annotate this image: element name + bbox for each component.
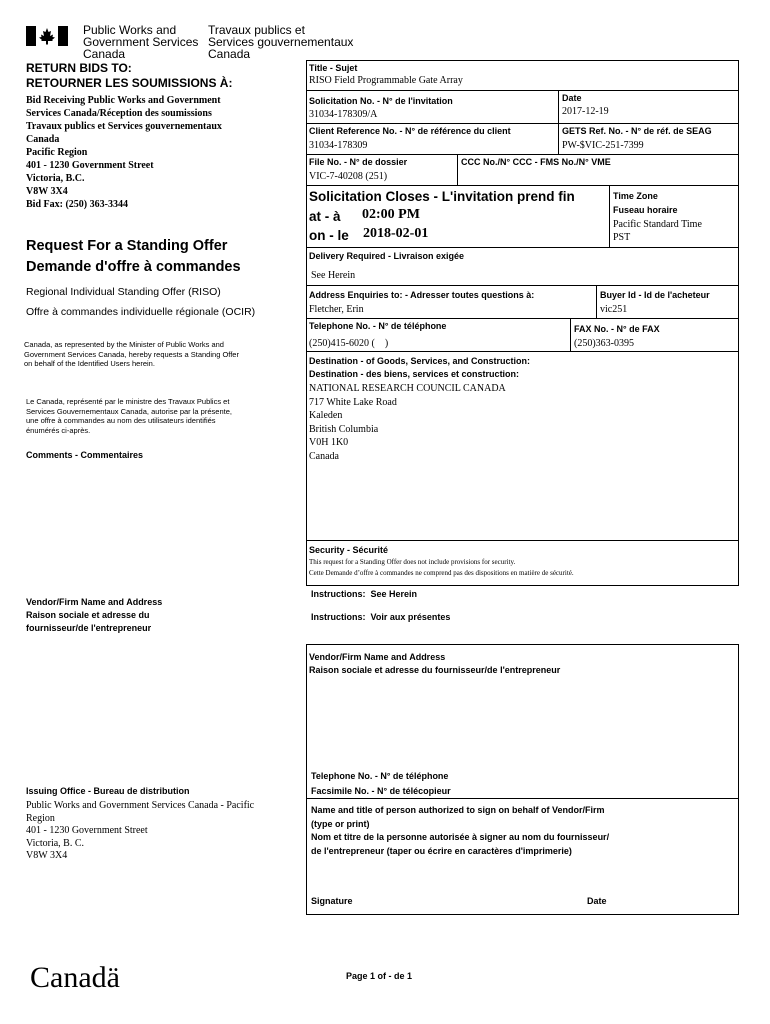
destination-line: Canada [309,450,339,462]
authorized-line: (type or print) [311,818,370,829]
vendor-firm-label-left [26,596,162,635]
time-zone-line: Pacific Standard Time [613,219,702,230]
address-line: Bid Receiving Public Works and Government [26,95,221,106]
authorized-name-field[interactable] [309,862,735,892]
date-label: Date [562,93,582,103]
solicitation-number-value: 31034-178309/A [309,109,378,120]
destination-line: Kaleden [309,410,343,421]
destination-label-fr: Destination - des biens, services et construction: [309,368,520,379]
department-fr-line: Travaux publics et [208,23,305,37]
department-fr-line: Services gouvernementaux [208,35,354,49]
destination-address [309,382,506,463]
time-zone-label [613,189,678,217]
vendor-label-en: Vendor/Firm Name and Address [309,652,446,662]
signature-date-label: Date [587,896,607,906]
paragraph-line: on behalf of the Identified Users herein. [24,359,155,368]
title-value: RISO Field Programmable Gate Array [309,75,463,86]
ccc-number-label: CCC No./N° CCC - FMS No./N° VME [461,157,611,167]
canada-flag-icon [26,26,68,46]
gets-reference-value: PW-$VIC-251-7399 [562,140,644,151]
destination-label-en: Destination - of Goods, Services, and Construction: [309,356,531,366]
instructions-en: Instructions: See Herein [311,589,418,599]
solicitation-number-label: Solicitation No. - N° de l'invitation [309,96,453,106]
closing-time-label: at - à [309,209,341,224]
time-zone-label-en: Time Zone [613,191,658,201]
paragraph-line: Government Services Canada, hereby requests a Standing Offer [24,349,239,359]
return-bids-title-en: RETURN BIDS TO: [26,61,132,75]
address-line: Victoria, B.C. [26,173,85,184]
department-fr-line: Canada [208,47,251,61]
destination-line: NATIONAL RESEARCH COUNCIL CANADA [309,383,506,394]
fax-value: (250)363-0395 [574,338,634,349]
vendor-label-line: Vendor/Firm Name and Address [26,597,163,607]
request-title [26,236,241,278]
closing-date-value: 2018-02-01 [363,226,429,241]
client-reference-value: 31034-178309 [309,140,368,151]
address-line: Travaux publics et Services gouvernementaux [26,121,222,132]
canada-wordmark-logo: Canadä [30,961,120,994]
address-line: Pacific Region [26,147,88,158]
security-text-fr: Cette Demande d’offre à commandes ne comprend pas des dispositions en matière de sécurité. [309,569,574,577]
destination-line: 717 White Lake Road [309,396,397,408]
return-bids-title-fr: RETOURNER LES SOUMISSIONS À: [26,76,233,90]
address-line: 401 - 1230 Government Street [26,160,154,171]
buyer-id-value: vic251 [600,304,628,315]
date-value: 2017-12-19 [562,106,609,117]
issuing-line: Public Works and Government Services Canada - Pacific [26,800,255,811]
authorized-line: de l'entrepreneur (taper ou écrire en caractères d'imprimerie) [311,845,572,856]
address-line: Services Canada/Réception des soumissions [26,108,212,119]
vendor-label-line: fournisseur/de l'entrepreneur [26,623,152,633]
return-bids-address [26,94,222,211]
request-paragraph-en [24,340,239,369]
delivery-required-value: See Herein [311,270,356,281]
vendor-fax-label: Facsimile No. - N° de télécopieur [311,786,451,796]
vendor-telephone-label: Telephone No. - N° de téléphone [311,771,449,781]
fax-label: FAX No. - N° de FAX [574,324,660,334]
vendor-label-line: Raison sociale et adresse du [26,610,150,620]
signature-label: Signature [311,896,353,906]
time-zone-label-fr: Fuseau horaire [613,205,678,215]
request-paragraph-fr [26,397,232,435]
buyer-id-label: Buyer Id - Id de l'acheteur [600,290,710,300]
vendor-firm-label [309,651,560,676]
file-number-label: File No. - N° de dossier [309,157,408,167]
address-line: V8W 3X4 [26,186,68,197]
authorized-line: Name and title of person authorized to sign on behalf of Vendor/Firm [311,805,605,815]
issuing-office-label: Issuing Office - Bureau de distribution [26,786,190,796]
vendor-address-field[interactable] [309,680,735,766]
paragraph-line: Le Canada, représenté par le ministre des Travaux Publics et [26,397,230,406]
telephone-value: (250)415-6020 ( ) [309,338,389,349]
paragraph-line: une offre à commandes au nom des utilisateurs identifiés [26,416,216,425]
issuing-office-address [26,800,254,863]
request-title-en: Request For a Standing Offer [26,238,228,254]
issuing-line: V8W 3X4 [26,850,68,861]
department-name-en [83,24,198,60]
time-zone-line: PST [613,232,631,243]
address-line: Canada [26,134,60,145]
solicitation-closes-label: Solicitation Closes - L'invitation prend fin [309,189,575,204]
paragraph-line: Canada, as represented by the Minister of Public Works and [24,340,224,349]
issuing-line: 401 - 1230 Government Street [26,825,148,836]
address-enquiries-value: Fletcher, Erin [309,304,364,315]
instructions-fr: Instructions: Voir aux présentes [311,612,451,622]
comments-label: Comments - Commentaires [26,450,144,460]
request-title-fr: Demande d'offre à commandes [26,259,241,275]
security-label: Security - Sécurité [309,545,389,555]
department-name-fr [208,24,353,60]
time-zone-value [613,218,702,244]
request-type-fr: Offre à commandes individuelle régionale (OCIR) [26,306,256,318]
telephone-label: Telephone No. - N° de téléphone [309,321,447,331]
department-en-line: Public Works and [83,23,177,37]
authorized-person-label [311,804,609,858]
security-text-en: This request for a Standing Offer does not include provisions for security. [309,558,516,566]
issuing-line: Victoria, B. C. [26,837,85,849]
department-en-line: Canada [83,47,126,61]
page-number: Page 1 of - de 1 [346,971,413,981]
closing-time-value: 02:00 PM [362,207,420,222]
address-enquiries-label: Address Enquiries to: - Adresser toutes questions à: [309,290,535,300]
destination-line: British Columbia [309,423,379,435]
vendor-label-fr: Raison sociale et adresse du fournisseur/de l'entrepreneur [309,664,561,675]
bid-fax: Bid Fax: (250) 363-3344 [26,199,128,210]
request-type [26,282,255,322]
delivery-required-label: Delivery Required - Livraison exigée [309,251,465,261]
paragraph-line: énumérés ci-après. [26,425,91,435]
department-en-line: Government Services [83,35,199,49]
title-label: Title - Sujet [309,63,358,73]
closing-date-label: on - le [309,228,349,243]
paragraph-line: Services Gouvernementaux Canada, autorise par la présente, [26,406,232,416]
destination-label [309,355,530,380]
client-reference-label: Client Reference No. - N° de référence du client [309,126,511,136]
authorized-line: Nom et titre de la personne autorisée à signer au nom du fournisseur/ [311,832,610,842]
issuing-line: Region [26,812,55,824]
return-bids-title [26,61,232,91]
request-type-en: Regional Individual Standing Offer (RISO) [26,286,221,298]
gets-reference-label: GETS Ref. No. - N° de réf. de SEAG [562,126,712,136]
destination-line: V0H 1K0 [309,437,349,448]
file-number-value: VIC-7-40208 (251) [309,171,388,182]
